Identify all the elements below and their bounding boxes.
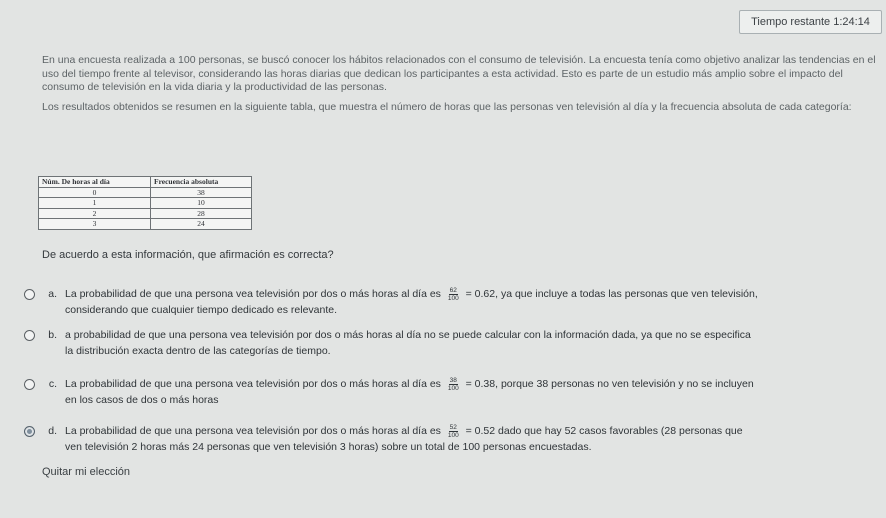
- option-text: [65, 327, 884, 359]
- table-header-hours: Núm. De horas al día: [39, 177, 151, 188]
- table-cell-hours: 0: [39, 187, 151, 198]
- option-text-part: La probabilidad de que una persona vea televisión por dos o más horas al día es: [65, 425, 441, 437]
- radio-option-c[interactable]: [24, 379, 35, 390]
- option-text-part: = 0.62, ya que incluye a todas las personas que ven televisión,: [465, 288, 758, 300]
- option-letter: a.: [48, 288, 57, 300]
- option-text-part: a probabilidad de que una persona vea televisión por dos o más horas al día no se puede calcular con la información dada, ya que no se especifica: [65, 329, 751, 341]
- table-cell-hours: 2: [39, 208, 151, 219]
- option-letter: c.: [48, 378, 57, 390]
- fraction-numerator: 52: [449, 423, 457, 431]
- table-cell-frequency: 38: [151, 187, 252, 198]
- fraction-numerator: 62: [449, 286, 457, 294]
- option-text-part: La probabilidad de que una persona vea televisión por dos o más horas al día es: [65, 378, 441, 390]
- radio-option-d[interactable]: [24, 426, 35, 437]
- answer-option-d[interactable]: [24, 423, 884, 455]
- radio-option-b[interactable]: [24, 330, 35, 341]
- table-row: [39, 208, 252, 219]
- table-cell-frequency: 10: [151, 198, 252, 209]
- answer-option-b[interactable]: [24, 327, 884, 359]
- option-text: [65, 286, 884, 318]
- table-row: [39, 198, 252, 209]
- table-row: [39, 219, 252, 230]
- option-text-part: = 0.38, porque 38 personas no ven televisión y no se incluyen: [465, 378, 754, 390]
- table-cell-frequency: 28: [151, 208, 252, 219]
- fraction-numerator: 38: [449, 376, 457, 384]
- table-cell-hours: 1: [39, 198, 151, 209]
- answer-option-a[interactable]: [24, 286, 884, 318]
- fraction: [447, 424, 460, 439]
- option-letter: b.: [48, 329, 57, 341]
- answer-option-c[interactable]: [24, 376, 884, 408]
- intro-paragraph-2: Los resultados obtenidos se resumen en la siguiente tabla, que muestra el número de horas que las personas ven televisión al día y la frecuencia absoluta de cada categoría:: [42, 100, 852, 113]
- option-text: [65, 423, 884, 455]
- time-remaining: Tiempo restante 1:24:14: [739, 10, 882, 34]
- option-text: [65, 376, 884, 408]
- intro-paragraph-1: En una encuesta realizada a 100 personas, se buscó conocer los hábitos relacionados con el consumo de televisión. La encuesta tenía como objetivo analizar las tendencias en el uso del tiempo frente al televisor, considerando las horas diarias que dedican los participantes a esta actividad. Esto es parte de un estudio más amplio sobre el impacto del consumo de televisión en la vida diaria y la productividad de las personas.: [42, 54, 876, 93]
- fraction-denominator: 100: [447, 431, 459, 439]
- question-intro: [42, 54, 877, 120]
- question-prompt: De acuerdo a esta información, que afirmación es correcta?: [42, 249, 334, 261]
- option-text-line2: considerando que cualquier tiempo dedicado es relevante.: [65, 304, 338, 316]
- frequency-table: [38, 176, 252, 230]
- table-cell-frequency: 24: [151, 219, 252, 230]
- option-letter: d.: [48, 425, 57, 437]
- table-cell-hours: 3: [39, 219, 151, 230]
- option-text-line2: en los casos de dos o más horas: [65, 394, 219, 406]
- option-text-part: = 0.52 dado que hay 52 casos favorables (28 personas que: [465, 425, 743, 437]
- radio-option-a[interactable]: [24, 289, 35, 300]
- fraction: [447, 287, 460, 302]
- table-row: [39, 187, 252, 198]
- option-text-line2: ven televisión 2 horas más 24 personas que ven televisión 3 horas) sobre un total de 100 personas encuestadas.: [65, 441, 592, 453]
- table-header-frequency: Frecuencia absoluta: [151, 177, 252, 188]
- option-text-part: La probabilidad de que una persona vea televisión por dos o más horas al día es: [65, 288, 441, 300]
- fraction: [447, 377, 460, 392]
- option-text-line2: la distribución exacta dentro de las categorías de tiempo.: [65, 345, 331, 357]
- fraction-denominator: 100: [447, 384, 459, 392]
- fraction-denominator: 100: [447, 294, 459, 302]
- clear-choice-link[interactable]: Quitar mi elección: [42, 466, 131, 478]
